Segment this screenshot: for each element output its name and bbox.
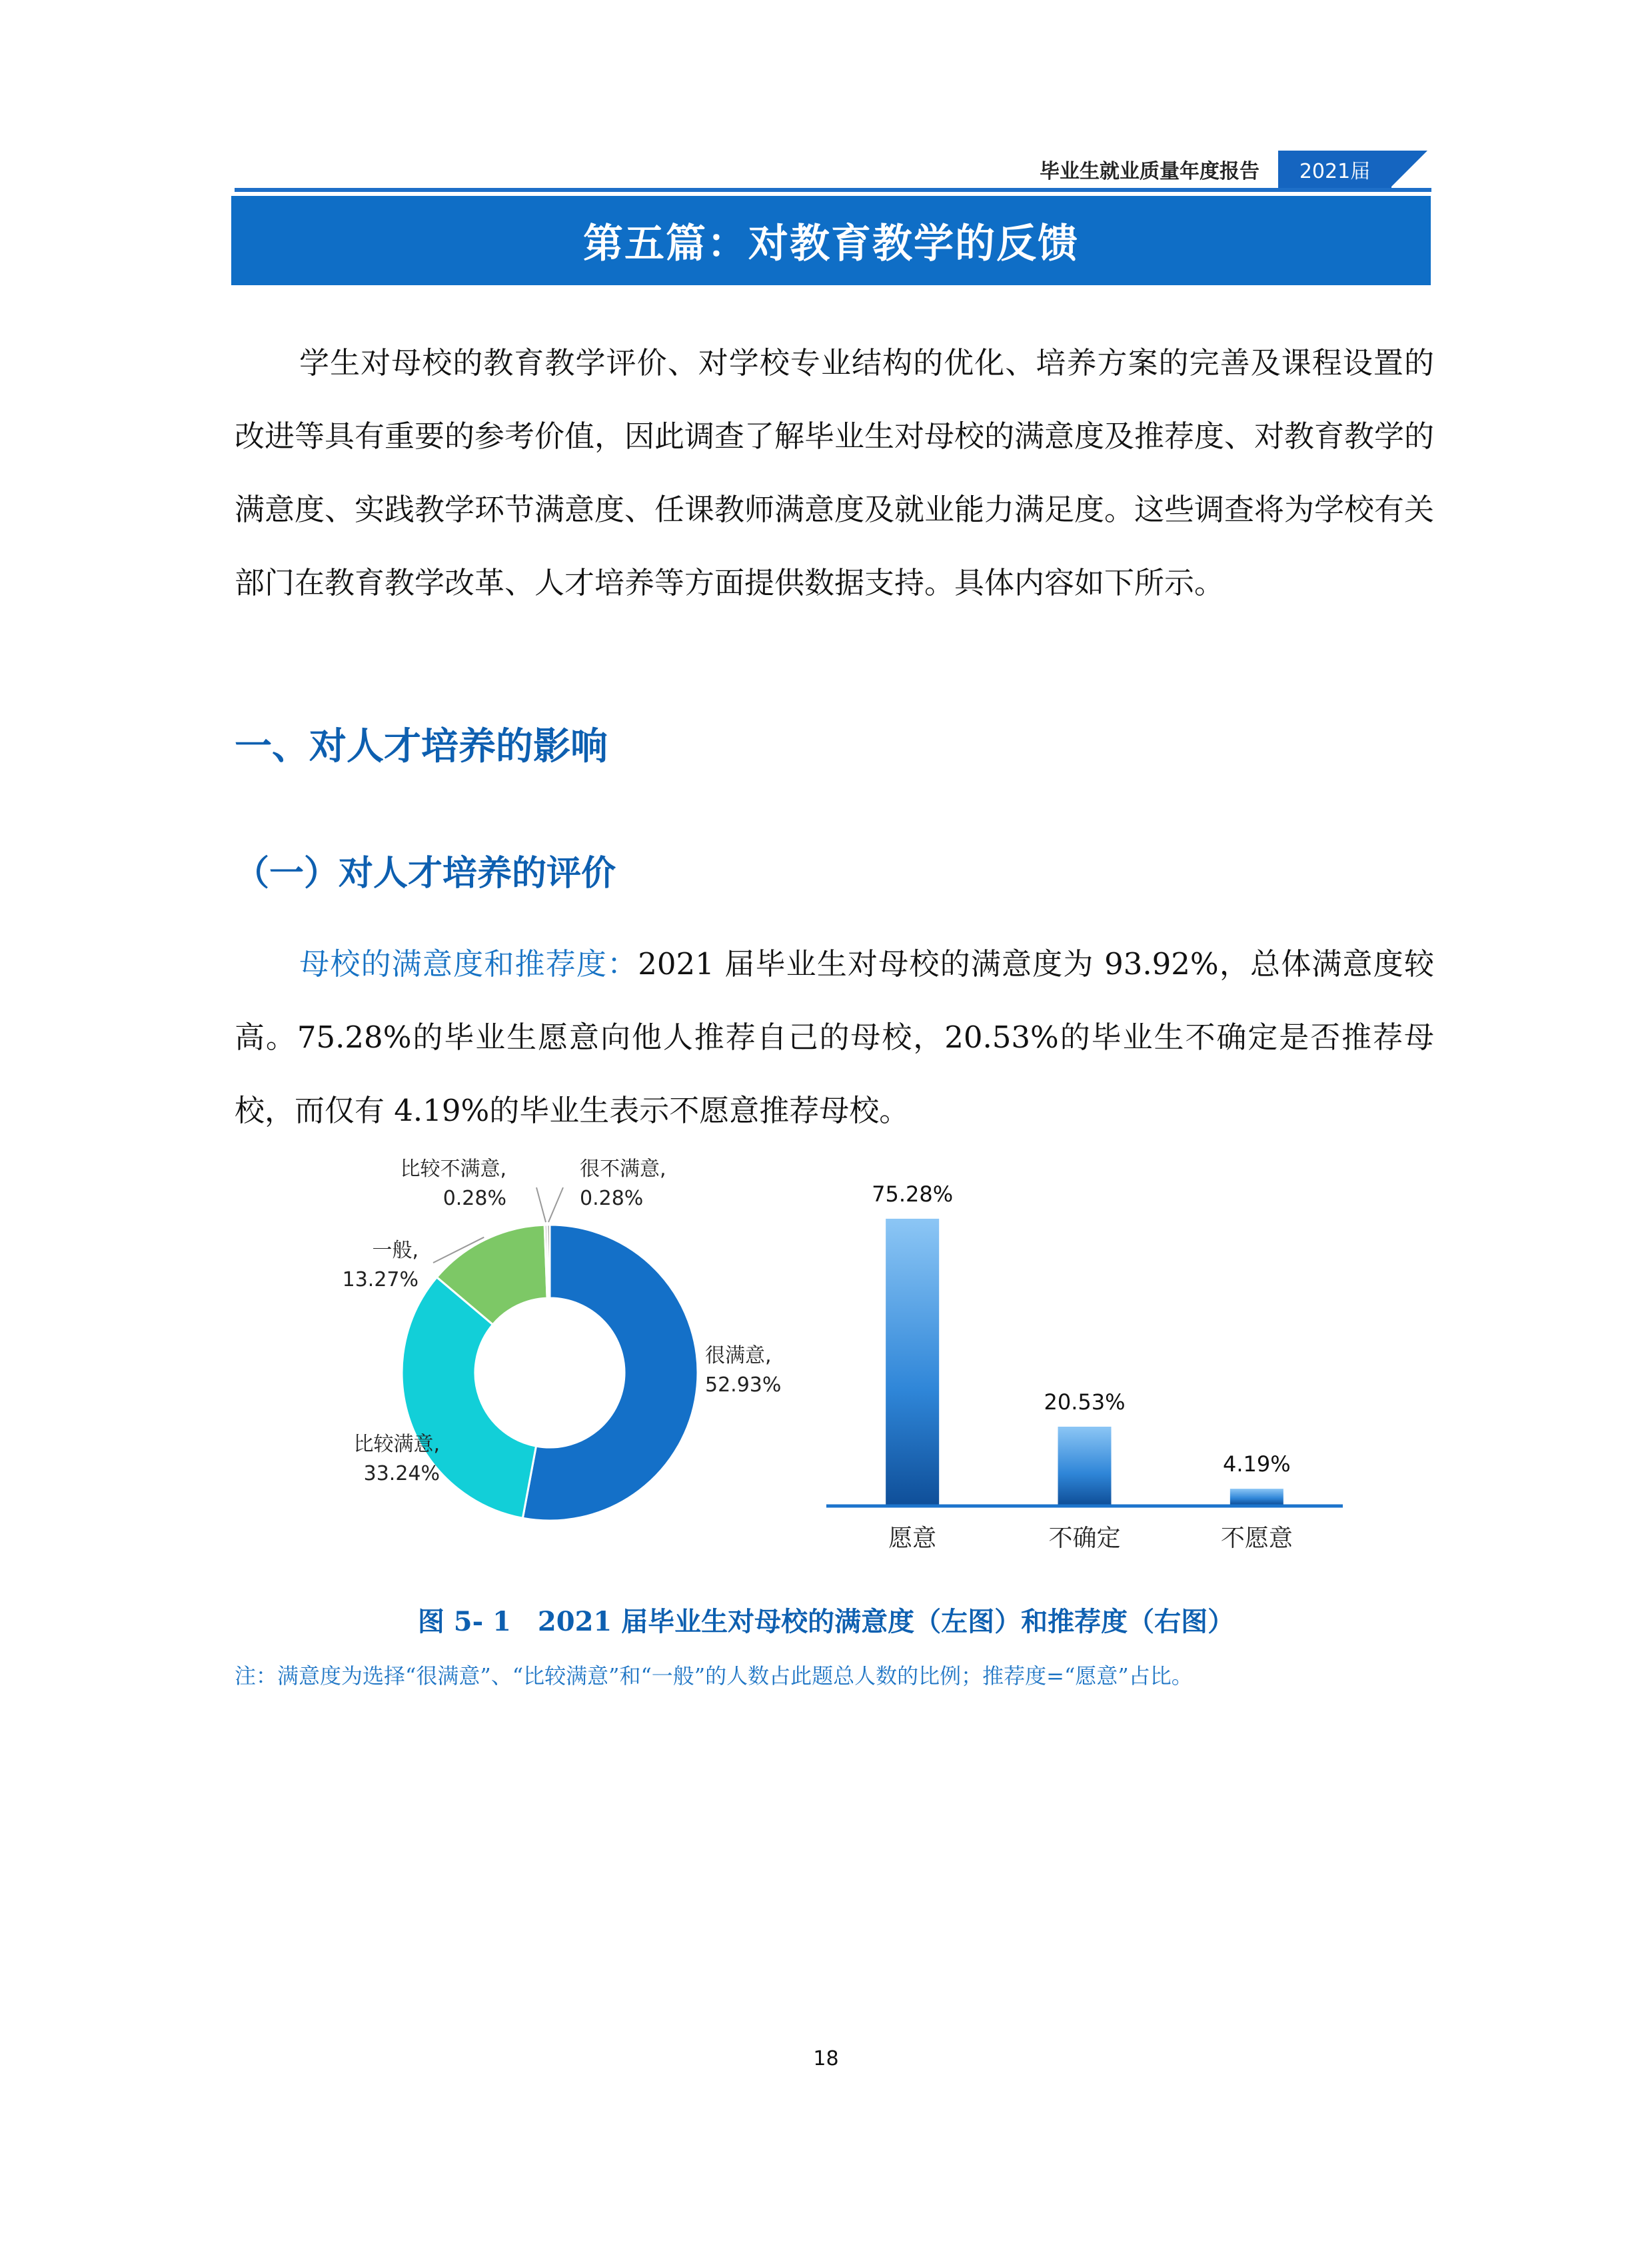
donut-label-1: 很满意, 52.93% [705,1344,782,1397]
chapter-title: 第五篇：对教育教学的反馈 [583,221,1079,267]
bar-category-label-2: 不确定 [1048,1525,1121,1552]
bar-2 [1058,1427,1112,1505]
satisfaction-text: 2021 届毕业生对母校的满意度为 93.92%，总体满意度较高。75.28%的毕业生愿意向他人推荐自己的母校，20.53%的毕业生不确定是否推荐母校，而仅有 4.19%的毕业生表示不愿意推荐母校。 [235,946,1434,1128]
figure-caption: 图 5- 1 2021 届毕业生对母校的满意度（左图）和推荐度（右图） [417,1606,1235,1637]
bar-3 [1230,1489,1283,1505]
chapter-banner [231,196,1431,285]
donut-slice-5 [547,1225,550,1298]
donut-label-3: 一般, 13.27% [342,1239,418,1291]
intro-text: 学生对母校的教育教学评价、对学校专业结构的优化、培养方案的完善及课程设置的改进等具有重要的参考价值，因此调查了解毕业生对母校的满意度及推荐度、对教育教学的满意度、实践教学环节满意度、任课教师满意度及就业能力满足度。这些调查将为学校有关部门在教育教学改革、人才培养等方面提供数据支持。具体内容如下所示。 [235,345,1435,600]
bar-value-label-2: 20.53% [1044,1389,1126,1415]
intro-paragraph [235,327,1434,620]
bar-1 [886,1219,939,1505]
satisfaction-donut-chart [343,1157,782,1521]
report-header-title: 毕业生就业质量年度报告 [1040,160,1259,183]
donut-leader-4 [536,1187,546,1222]
header-decoration [1390,151,1427,188]
report-header-year: 2021届 [1278,151,1391,188]
page-number: 18 [813,2047,839,2070]
header-rule [235,188,1431,192]
figure-note: 注：满意度为选择“很满意”、“比较满意”和“一般”的人数占此题总人数的比例；推荐度=“愿意”占比。 [235,1663,1193,1689]
bar-category-label-3: 不愿意 [1220,1525,1293,1552]
bar-value-label-1: 75.28% [872,1181,954,1207]
recommendation-bar-chart [826,1181,1343,1552]
bar-value-label-3: 4.19% [1223,1451,1291,1477]
satisfaction-paragraph [235,928,1434,1147]
satisfaction-lead: 母校的满意度和推荐度： [299,946,638,982]
donut-label-2: 比较满意, 33.24% [353,1433,440,1485]
donut-label-4: 比较不满意, 0.28% [400,1157,506,1210]
section-heading: 一、对人才培养的影响 [235,725,608,768]
bar-category-label-1: 愿意 [888,1525,937,1552]
donut-label-5: 很不满意, 0.28% [580,1157,666,1210]
donut-leader-5 [548,1187,563,1222]
figure-charts [0,1133,1652,1599]
subsection-heading: （一）对人才培养的评价 [235,854,616,894]
